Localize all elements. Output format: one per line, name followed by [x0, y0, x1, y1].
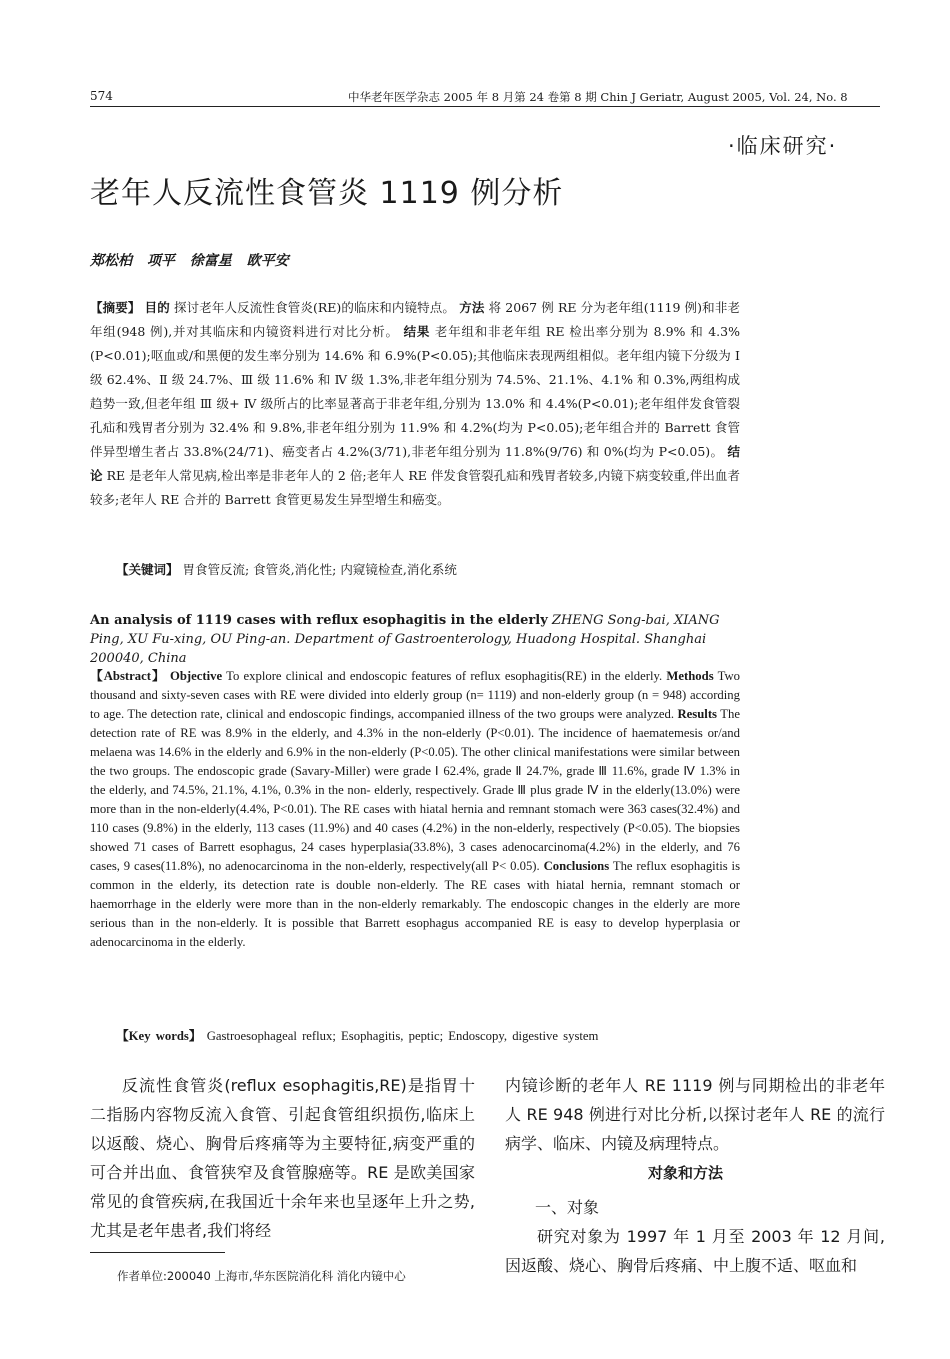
keywords-cn-text: 胃食管反流; 食管炎,消化性; 内窥镜检查,消化系统 — [182, 562, 457, 577]
page-number: 574 — [90, 89, 113, 103]
footnote-affiliation: 作者单位:200040 上海市,华东医院消化科 消化内镜中心 — [117, 1269, 406, 1283]
abstract-en-label: 【Abstract】 — [90, 669, 166, 683]
subsection-heading: 一、对象 — [535, 1198, 600, 1217]
running-header: 中华老年医学杂志 2005 年 8 月第 24 卷第 8 期 Chin J Geriatr, August 2005, Vol. 24, No. 8 — [348, 90, 848, 104]
conclusions-text-en: The reflux esophagitis is common in the elderly, its detection rate is double non-elderly. The RE cases with hiatal hernia, remnant stomach or haemorrhage in the elderly were more than in the non-elderly remarkably. The endoscopic changes in the elderly are more serious than in the non-elderly. It is possible that Barrett esophagus accompanied RE is easy to develop hyperplasia or adenocarcinoma in the elderly. — [90, 859, 741, 949]
abstract-en — [90, 667, 740, 952]
authors-cn: 郑松柏 项平 徐富星 欧平安 — [90, 253, 289, 269]
header-rule — [90, 106, 880, 107]
footnote-rule — [90, 1252, 225, 1253]
authors-affiliation-en: ZHENG Song-bai, XIANG Ping, XU Fu-xing, OU Ping-an. Department of Gastroenterology, Huadong Hospital. Shanghai 200040, China — [90, 613, 720, 666]
abstract-cn — [90, 296, 740, 512]
keywords-en-text: Gastroesophageal reflux; Esophagitis, peptic; Endoscopy, digestive system — [206, 1029, 599, 1043]
results-label-en: Results — [677, 707, 717, 721]
methods-heading: 对象和方法 — [648, 1164, 724, 1182]
body-left-column: 反流性食管炎(reflux esophagitis,RE)是指胃十二指肠内容物反流入食管、引起食管组织损伤,临床上以返酸、烧心、胸骨后疼痛等为主要特征,病变严重的可合并出血、食管狭窄及食管腺癌等。RE 是欧美国家常见的食管疾病,在我国近十余年来也呈逐年上升之势,尤其是老年患者,我们将经 — [90, 1076, 475, 1240]
conclusion-label-cn: 结论 — [90, 444, 740, 483]
objective-label-en: Objective — [169, 669, 223, 683]
article-title-en — [90, 611, 740, 668]
objective-text-en: To explore clinical and endoscopic features of reflux esophagitis(RE) in the elderly. — [226, 669, 663, 683]
title-en-text: An analysis of 1119 cases with reflux esophagitis in the elderly — [90, 613, 548, 628]
objective-label-cn: 目的 — [144, 300, 170, 315]
results-text-cn: 老年组和非老年组 RE 检出率分别为 8.9% 和 4.3%(P<0.01);呕血或/和黑便的发生率分别为 14.6% 和 6.9%(P<0.05);其他临床表现两组相似。老年组内镜下分级为 Ⅰ 级 62.4%、Ⅱ 级 24.7%、Ⅲ 级 11.6% 和 Ⅳ 级 1.3%,非老年组分别为 74.5%、21.1%、4.1% 和 0.3%,两组构成趋势一致,但老年组 Ⅲ 级+ Ⅳ 级所占的比率显著高于非老年组,分别为 13.0% 和 4.4%(P<0.01);老年组伴发食管裂孔疝和残胃者分别为 32.4% 和 9.8%,非老年组分别为 11.9% 和 4.2%(均为 P<0.05);老年组合并的 Barrett 食管伴异型增生者占 33.8%(24/71)、癌变者占 4.2%(3/71),非老年组分别为 11.8%(9/76) 和 0%(均为 P<0.05)。 — [90, 324, 740, 459]
article-title-cn: 老年人反流性食管炎 1119 例分析 — [90, 176, 564, 211]
methods-label-cn: 方法 — [459, 300, 485, 315]
body-right-paragraph: 研究对象为 1997 年 1 月至 2003 年 12 月间,因返酸、烧心、胸骨后疼痛、中上腹不适、呕血和 — [505, 1227, 885, 1275]
keywords-en-label: 【Key words】 — [116, 1029, 202, 1043]
conclusion-text-cn: RE 是老年人常见病,检出率是非老年人的 2 倍;老年人 RE 伴发食管裂孔疝和残胃者较多,内镜下病变较重,伴出血者较多;老年人 RE 合并的 Barrett 食管更易发生异型增生和癌变。 — [90, 468, 740, 507]
methods-text-cn: 将 2067 例 RE 分为老年组(1119 例)和非老年组(948 例),并对其临床和内镜资料进行对比分析。 — [90, 300, 740, 339]
objective-text-cn: 探讨老年人反流性食管炎(RE)的临床和内镜特点。 — [174, 300, 456, 315]
section-tag: ·临床研究· — [728, 134, 838, 158]
methods-text-en: Two thousand and sixty-seven cases with RE were divided into elderly group (n= 1119) and non-elderly group (n = 948) according to age. The detection rate, clinical and endoscopic findings, accompanied illness of the two groups were analyzed. — [90, 669, 741, 721]
abstract-cn-label: 【摘要】 — [90, 300, 141, 315]
results-text-en: The detection rate of RE was 8.9% in the elderly, and 4.3% in the non-elderly (P<0.01). The incidence of haematemesis or/and melaena was 14.6% in the elderly and 6.9% in the non-elderly (P<0.05). The other clinical manifestations were similar between the two groups. The endoscopic grade (Savary-Miller) were grade Ⅰ 62.4%, grade Ⅱ 24.7%, grade Ⅲ 11.6%, grade Ⅳ 1.3% in the elderly, and 74.5%, 21.1%, 4.1%, 0.3% in the non- elderly, respectively. Grade Ⅲ plus grade Ⅳ in the elderly(13.0%) were more than in the non-elderly(4.4%, P<0.01). The RE cases with hiatal hernia and remnant stomach were 363 cases(32.4%) and 110 cases (9.8%) in the elderly, 113 cases (11.9%) and 40 cases (4.2%) in the non-elderly, respectively (P<0.05). The biopsies showed 71 cases of Barrett esophagus, 24 cases hyperplasia(33.8%), 3 cases adenocarcinoma(4.2%) in the elderly, and 76 cases, 9 cases(11.8%), no adenocarcinoma in the non-elderly, respectively(all P< 0.05). — [90, 707, 740, 873]
keywords-cn — [116, 560, 736, 578]
keywords-cn-label: 【关键词】 — [116, 562, 179, 577]
methods-label-en: Methods — [666, 669, 714, 683]
body-right-intro: 内镜诊断的老年人 RE 1119 例与同期检出的非老年人 RE 948 例进行对比分析,以探讨老年人 RE 的流行病学、临床、内镜及病理特点。 — [505, 1076, 885, 1153]
keywords-en — [116, 1025, 746, 1044]
conclusions-label-en: Conclusions — [543, 859, 610, 873]
results-label-cn: 结果 — [403, 324, 431, 339]
